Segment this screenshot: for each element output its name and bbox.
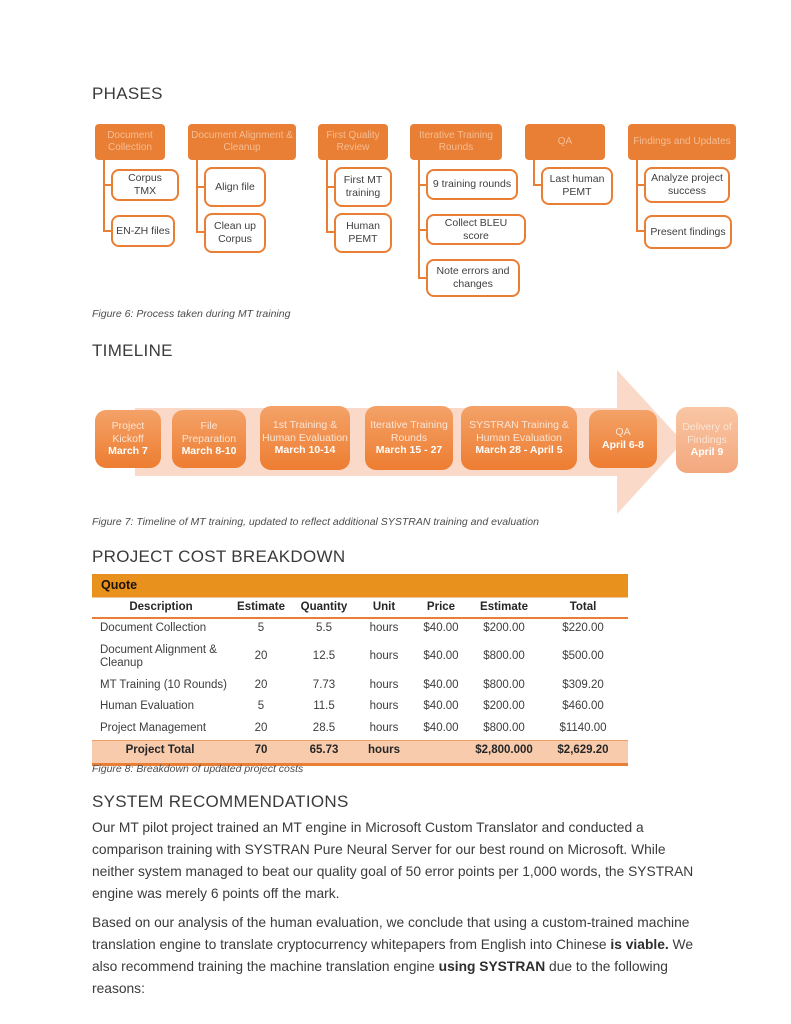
table-cell: hours — [369, 650, 399, 663]
connector-line — [418, 229, 426, 231]
table-cell: $460.00 — [562, 700, 604, 713]
connector-line — [326, 186, 334, 188]
phase-item-collect-bleu-score: Collect BLEU score — [426, 214, 526, 245]
connector-line — [196, 160, 198, 232]
table-cell: $200.00 — [483, 700, 525, 713]
connector-line — [103, 160, 105, 231]
connector-line — [418, 160, 420, 278]
table-cell: $1140.00 — [559, 721, 607, 734]
table-cell: $40.00 — [423, 650, 459, 663]
table-cell: MT Training (10 Rounds) — [100, 678, 227, 691]
phase-header-iterative-training: Iterative Training Rounds — [410, 124, 502, 160]
timeline-heading: TIMELINE — [92, 341, 173, 360]
table-cell: 5 — [257, 622, 265, 634]
timeline-step-date: March 7 — [108, 445, 148, 458]
recommendations-heading: SYSTEM RECOMMENDATIONS — [92, 792, 349, 811]
table-cell: 12.5 — [312, 650, 336, 663]
phase-item-corpus-tmx: Corpus TMX — [111, 169, 179, 201]
connector-line — [196, 231, 204, 233]
timeline-step-date: April 6-8 — [601, 439, 644, 451]
bold-phrase-using-systran: using SYSTRAN — [438, 959, 546, 974]
timeline-step-date: March 8-10 — [181, 445, 237, 458]
table-cell: $200.00 — [483, 622, 525, 634]
table-cell: $40.00 — [423, 700, 459, 713]
phase-item-9-training-rounds: 9 training rounds — [426, 169, 518, 200]
timeline-step-date: April 9 — [690, 446, 724, 459]
table-cell: hours — [369, 678, 399, 691]
table-cell: $40.00 — [423, 678, 459, 691]
timeline-step-systran-training — [461, 406, 577, 470]
table-row — [92, 618, 628, 641]
phase-item-first-mt-training: First MT training — [334, 167, 392, 207]
column-header: Estimate — [230, 598, 292, 619]
table-cell: 5.5 — [316, 622, 332, 634]
table-cell: Document Alignment & Cleanup — [100, 643, 217, 670]
timeline-step-date: March 28 - April 5 — [475, 444, 563, 457]
phase-item-align-file: Align file — [204, 167, 266, 207]
table-total-row — [92, 741, 628, 765]
timeline-step-qa — [589, 410, 657, 468]
paragraph-text: We also recommend training the machine translation engine — [92, 937, 693, 974]
table-cell: 65.73 — [292, 741, 356, 765]
timeline-step-label: 1st Training & Human Evaluation — [262, 418, 348, 444]
timeline-step-label: Delivery of Findings — [682, 420, 732, 446]
table-cell: Document Collection — [100, 622, 207, 634]
table-row — [92, 676, 628, 698]
phase-item-en-zh-files: EN-ZH files — [111, 215, 175, 247]
column-header: Estimate — [470, 598, 538, 619]
timeline-step-file-preparation — [172, 410, 246, 468]
bold-phrase-is-viable: is viable. — [610, 937, 669, 952]
phase-item-last-human-pemt: Last human PEMT — [541, 167, 613, 205]
timeline-step-first-training — [260, 406, 350, 470]
table-cell: $500.00 — [562, 650, 604, 663]
table-cell: $309.20 — [562, 678, 604, 691]
column-header: Price — [412, 598, 470, 619]
phase-item-human-pemt: Human PEMT — [334, 213, 392, 253]
table-row — [92, 641, 628, 676]
table-cell: 20 — [254, 650, 268, 663]
quote-header-bar: Quote — [92, 574, 628, 597]
phase-header-qa: QA — [525, 124, 605, 160]
column-header: Description — [92, 598, 230, 619]
connector-line — [103, 230, 111, 232]
timeline-step-label: SYSTRAN Training & Human Evaluation — [469, 418, 569, 444]
phase-header-first-quality-review: First Quality Review — [318, 124, 388, 160]
phase-item-analyze-project-success: Analyze project success — [644, 167, 730, 203]
table-cell: hours — [369, 721, 399, 734]
figure-7-caption: Figure 7: Timeline of MT training, updated to reflect additional SYSTRAN training and evaluation — [92, 516, 539, 528]
table-cell: $40.00 — [423, 721, 459, 734]
phases-heading: PHASES — [92, 84, 163, 103]
column-header: Quantity — [292, 598, 356, 619]
table-cell: 70 — [230, 741, 292, 765]
table-cell: $2,800.000 — [470, 741, 538, 765]
phase-item-present-findings: Present findings — [644, 215, 732, 249]
recommendations-paragraph-2 — [92, 912, 710, 1000]
table-cell — [412, 741, 470, 765]
phase-item-clean-up-corpus: Clean up Corpus — [204, 213, 266, 253]
column-header: Unit — [356, 598, 412, 619]
timeline-step-label: Project Kickoff — [111, 419, 145, 445]
column-header: Total — [538, 598, 628, 619]
table-cell: $800.00 — [483, 678, 525, 691]
paragraph-text: Based on our analysis of the human evaluation, we conclude that using a custom-trained machine translation engine to translate cryptocurrency whitepapers from English into Chinese — [92, 915, 690, 952]
paragraph-text: due to the following reasons: — [92, 959, 668, 996]
cost-heading: PROJECT COST BREAKDOWN — [92, 547, 346, 566]
table-cell: $2,629.20 — [538, 741, 628, 765]
table-cell: 7.73 — [312, 678, 336, 691]
table-cell: Human Evaluation — [100, 700, 194, 713]
table-cell: $800.00 — [483, 721, 525, 734]
table-cell: Project Total — [92, 741, 230, 765]
phase-item-note-errors: Note errors and changes — [426, 259, 520, 297]
cost-table — [92, 597, 628, 766]
connector-line — [636, 230, 644, 232]
connector-line — [636, 160, 638, 232]
connector-line — [418, 184, 426, 186]
timeline-step-date: March 10-14 — [274, 444, 336, 457]
table-row — [92, 697, 628, 719]
table-row — [92, 719, 628, 741]
table-cell: hours — [356, 741, 412, 765]
table-cell: $800.00 — [483, 650, 525, 663]
phase-header-findings-updates: Findings and Updates — [628, 124, 736, 160]
table-cell: hours — [369, 700, 399, 713]
timeline-step-iterative-rounds — [365, 406, 453, 470]
phase-header-document-alignment: Document Alignment & Cleanup — [188, 124, 296, 160]
table-cell: 28.5 — [312, 721, 336, 734]
table-cell: 5 — [257, 700, 265, 713]
connector-line — [533, 160, 535, 186]
timeline-step-project-kickoff — [95, 410, 161, 468]
figure-8-caption: Figure 8: Breakdown of updated project costs — [92, 763, 304, 775]
table-cell: 20 — [254, 678, 268, 691]
timeline-step-label: QA — [615, 426, 631, 439]
timeline-step-label: Iterative Training Rounds — [370, 418, 448, 444]
connector-line — [326, 160, 328, 232]
table-cell: $40.00 — [423, 622, 459, 634]
table-cell: hours — [369, 622, 399, 634]
timeline-step-label: File Preparation — [181, 419, 237, 445]
table-cell: $220.00 — [562, 622, 604, 634]
phase-header-document-collection: Document Collection — [95, 124, 165, 160]
timeline-step-date: March 15 - 27 — [375, 444, 443, 457]
table-header-row — [92, 598, 628, 619]
figure-6-caption: Figure 6: Process taken during MT training — [92, 308, 291, 320]
connector-line — [636, 184, 644, 186]
table-cell: 20 — [254, 721, 268, 734]
table-cell: Project Management — [100, 721, 207, 734]
connector-line — [196, 186, 204, 188]
connector-line — [103, 184, 111, 186]
table-cell: 11.5 — [313, 700, 335, 713]
connector-line — [326, 231, 334, 233]
connector-line — [533, 184, 541, 186]
recommendations-paragraph-1: Our MT pilot project trained an MT engine in Microsoft Custom Translator and conducted a comparison training with SYSTRAN Pure Neural Server for our best round on Microsoft. While neither system managed to beat our quality goal of 50 error points per 1,000 words, the SYSTRAN engine was merely 6 points off the mark. — [92, 820, 694, 901]
connector-line — [418, 277, 426, 279]
timeline-step-delivery — [676, 407, 738, 473]
